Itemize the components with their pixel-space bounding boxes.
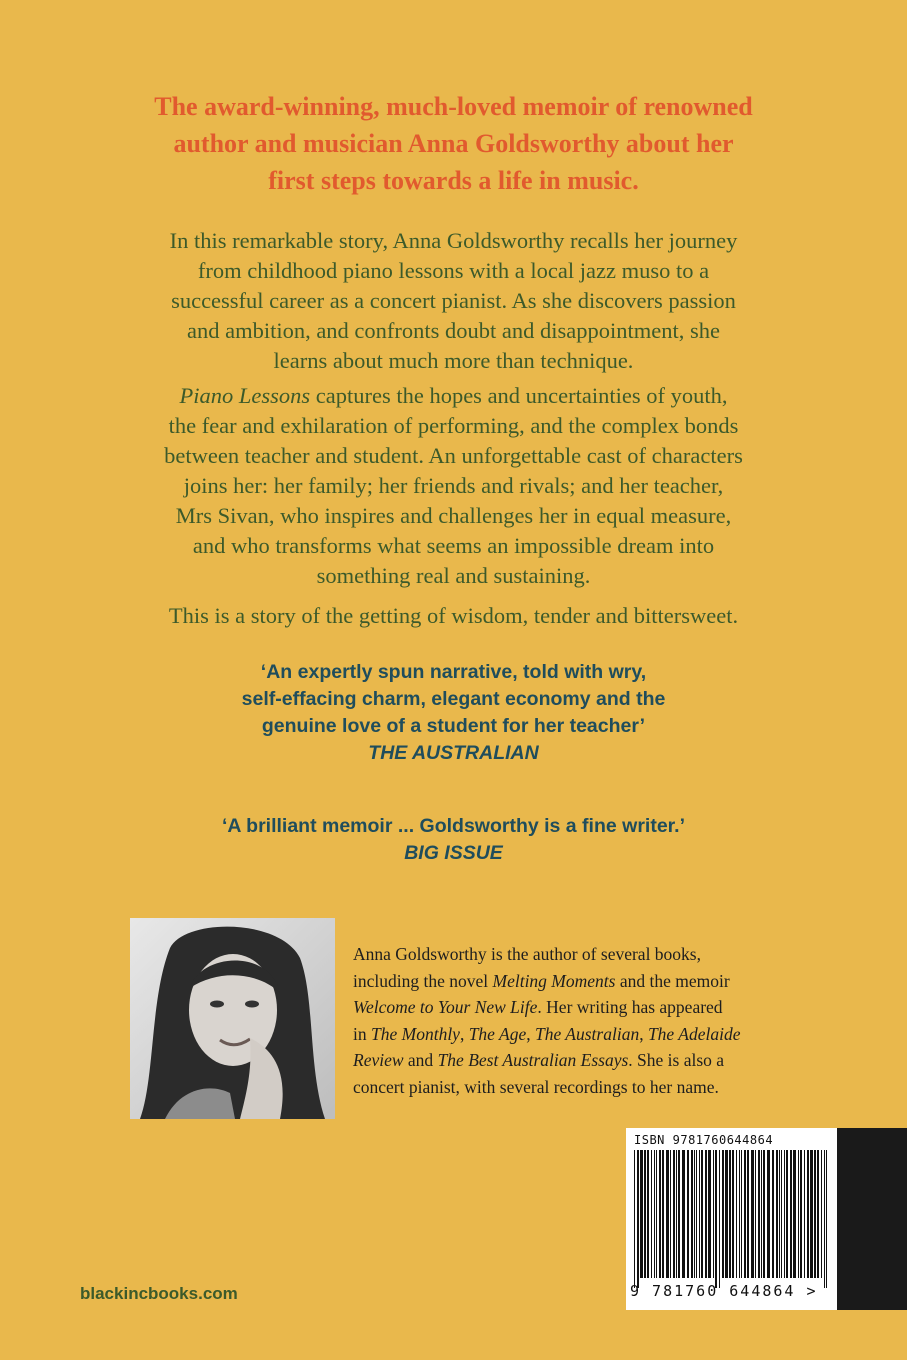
barcode-bar [747, 1150, 749, 1278]
review-quote-2: ‘A brilliant memoir ... Goldsworthy is a fine writer.’ BIG ISSUE [150, 813, 757, 867]
barcode-bar [678, 1150, 680, 1278]
barcode-bar [784, 1150, 785, 1278]
barcode-bar [656, 1150, 657, 1278]
barcode-bar [691, 1150, 693, 1278]
barcode-bar [798, 1150, 799, 1278]
barcode-bar [687, 1150, 689, 1278]
publisher-website: blackincbooks.com [80, 1284, 238, 1303]
barcode-bar [670, 1150, 671, 1278]
barcode-bar [659, 1150, 661, 1278]
barcode-bar [824, 1150, 825, 1288]
headline-line: first steps towards a life in music. [268, 166, 639, 195]
author-bio: Anna Goldsworthy is the author of several books, including the novel Melting Moments and the memoir Welcome to Your New Life. Her writing has appeared in The Monthly, The Age, The Australian, The Adelaide Review and The Best Australian Essays. She is also a concert pianist, with several recordings to her name. [353, 944, 741, 1097]
barcode-bar [793, 1150, 796, 1278]
author-photo [130, 918, 335, 1119]
barcode-bar [804, 1150, 805, 1278]
headline-line: author and musician Anna Goldsworthy about her [173, 129, 734, 158]
barcode-bar [644, 1150, 646, 1278]
barcode-bar [758, 1150, 760, 1278]
barcode-bar [725, 1150, 728, 1278]
barcode-bar [666, 1150, 669, 1278]
barcode-bar [781, 1150, 782, 1278]
barcode-bar [699, 1150, 700, 1278]
isbn-label: ISBN 9781760644864 [634, 1133, 774, 1147]
book-title: Piano Lessons [179, 383, 311, 408]
barcode-bar [821, 1150, 822, 1278]
barcode-bar [696, 1150, 697, 1278]
blurb-paragraph-2: Piano Lessons captures the hopes and uncertainties of youth, the fear and exhilaration of performing, and the complex bonds between teacher and student. An unforgettable cast of characters joins her: her family; her friends and rivals; and her teacher, Mrs Sivan, who inspires and challenges her in equal measure, and who transforms what seems an impossible dream into something real and sustaining. [164, 383, 743, 588]
barcode-bar [739, 1150, 740, 1278]
barcode-bar [800, 1150, 802, 1278]
barcode-bar [751, 1150, 754, 1278]
barcode-bar [637, 1150, 639, 1288]
barcode-bar [744, 1150, 746, 1278]
barcode-bar [772, 1150, 774, 1278]
barcode-black-strip [837, 1128, 907, 1310]
barcode-bar [662, 1150, 664, 1278]
barcode-bar [708, 1150, 711, 1278]
barcode-bar [736, 1150, 737, 1278]
barcode-bar [654, 1150, 655, 1278]
barcode-bar [676, 1150, 677, 1278]
review-quote-1: ‘An expertly spun narrative, told with wry, self-effacing charm, elegant economy and the genuine love of a student for her teacher’ THE AUSTRALIAN [150, 659, 757, 767]
headline-line: The award-winning, much-loved memoir of renowned [154, 92, 753, 121]
barcode-bar [807, 1150, 809, 1278]
barcode-bar [705, 1150, 707, 1278]
barcode-bar [719, 1150, 720, 1288]
barcode-bar [682, 1150, 685, 1278]
isbn-digits: 9 781760 644864 > [630, 1282, 818, 1300]
barcode-bar [732, 1150, 734, 1278]
barcode-bar [790, 1150, 792, 1278]
blurb-paragraph-1: In this remarkable story, Anna Goldsworthy recalls her journey from childhood piano lessons with a local jazz muso to a successful career as a concert pianist. As she discovers passion and ambition, and confronts doubt and disappointment, she learns about much more than technique. [169, 228, 738, 373]
barcode-bar [713, 1150, 714, 1278]
barcode-bar [779, 1150, 780, 1278]
barcode-bar [701, 1150, 703, 1278]
barcode-bar [786, 1150, 788, 1278]
barcode-bar [634, 1150, 635, 1288]
barcode-bar [814, 1150, 816, 1278]
barcode-bar [810, 1150, 813, 1278]
barcode-bar [826, 1150, 827, 1288]
barcode-bar [755, 1150, 756, 1278]
barcode-bar [729, 1150, 731, 1278]
barcode-bar [776, 1150, 778, 1278]
barcode-bar [817, 1150, 819, 1278]
barcode-bar [763, 1150, 765, 1278]
quote-source: THE AUSTRALIAN [368, 742, 539, 764]
barcode-bar [761, 1150, 762, 1278]
barcode-bar [673, 1150, 675, 1278]
barcode-bar [694, 1150, 695, 1278]
barcode-bar [767, 1150, 770, 1278]
headline [100, 88, 807, 199]
barcode-bar [640, 1150, 643, 1278]
quote-source: BIG ISSUE [404, 842, 503, 864]
barcode-bar [651, 1150, 652, 1278]
author-portrait-icon [130, 918, 335, 1119]
barcode-bar [741, 1150, 742, 1278]
barcode-bar [715, 1150, 717, 1288]
blurb-paragraph-3: This is a story of the getting of wisdom, tender and bittersweet. [168, 603, 739, 628]
barcode-bar [647, 1150, 649, 1278]
barcode-bar [722, 1150, 724, 1278]
